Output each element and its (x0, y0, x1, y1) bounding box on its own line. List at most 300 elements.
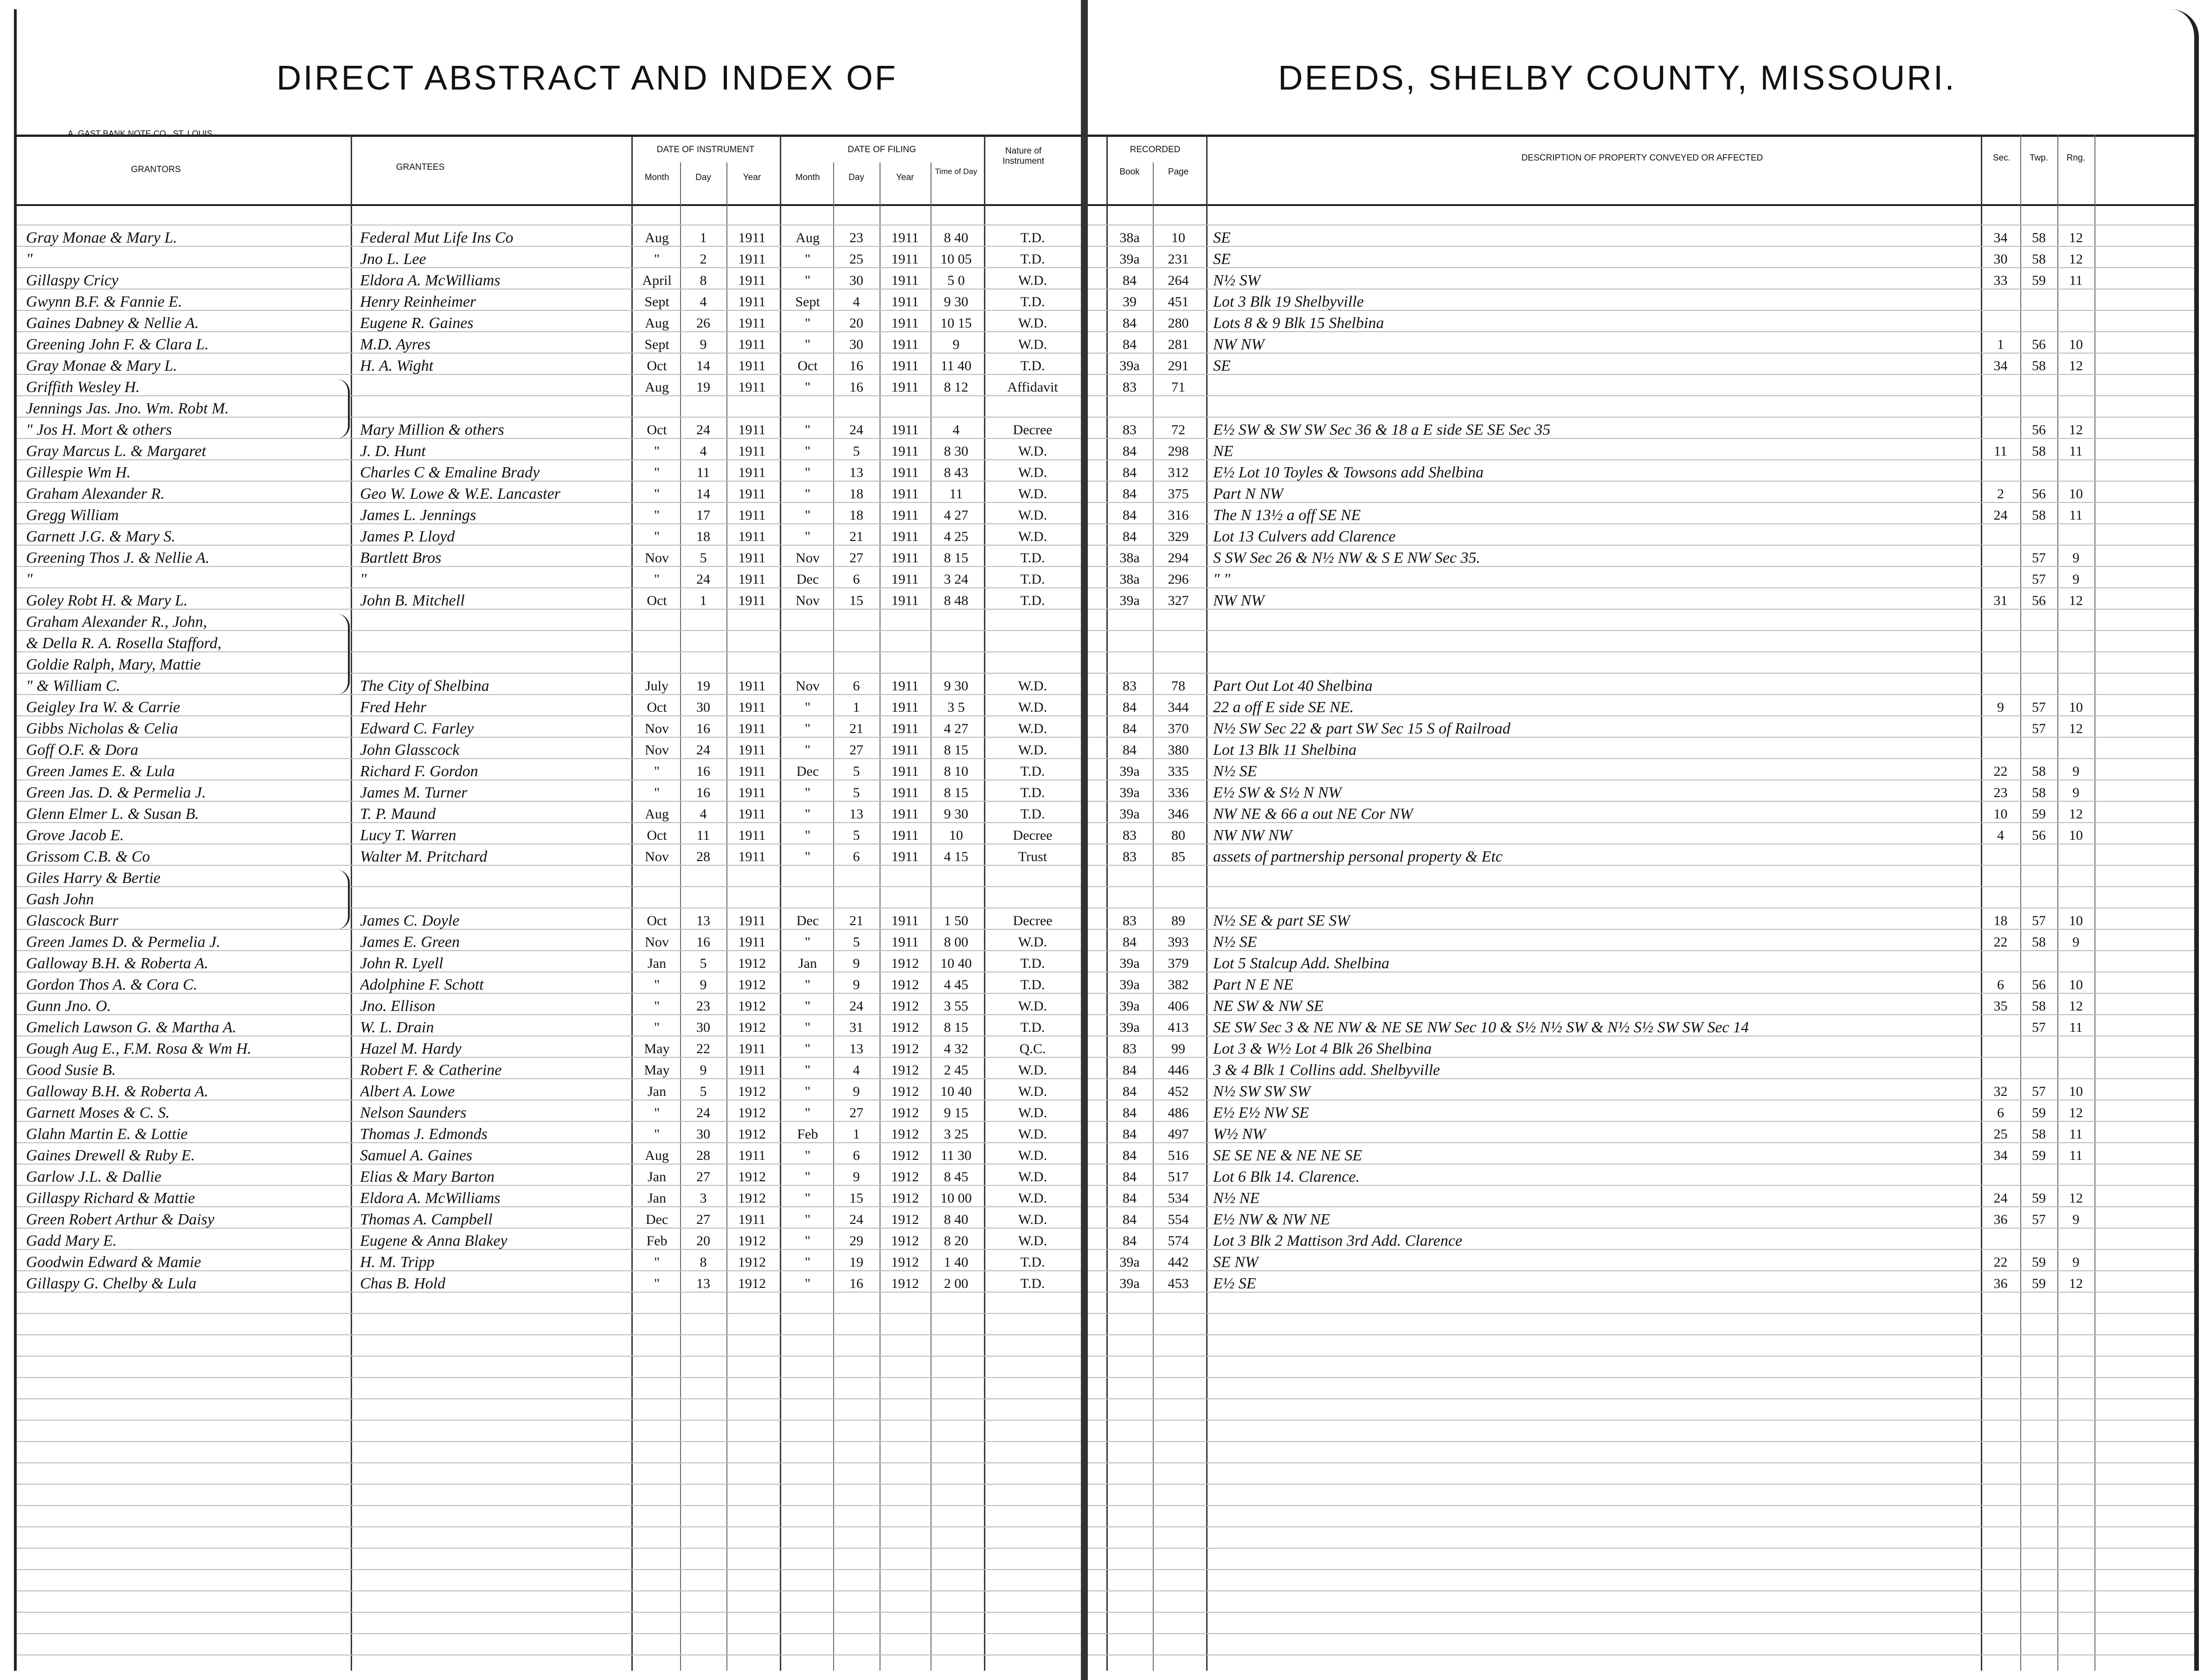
cell-fd: 6 (853, 572, 860, 587)
cell-iy: 1912 (738, 1233, 766, 1249)
cell-fd: 13 (849, 1041, 863, 1056)
table-row (1088, 334, 2194, 355)
cell-grantor: " Jos H. Mort & others (26, 421, 172, 438)
cell-rng (2057, 1060, 2094, 1081)
cell-id: 5 (700, 1084, 707, 1099)
table-row (17, 334, 1084, 355)
cell-id: 9 (700, 1062, 707, 1078)
cell-p: 231 (1168, 251, 1189, 267)
cell-p: 296 (1168, 572, 1189, 587)
cell-iy (726, 633, 777, 654)
cell-rng: 12 (2069, 1191, 2083, 1206)
cell-sec (1981, 377, 2020, 398)
cell-twp (2020, 654, 2057, 676)
cell-b (1106, 611, 1153, 633)
cell-b: 39a (1119, 764, 1140, 779)
table-row (1088, 996, 2194, 1017)
cell-b: 39a (1119, 1276, 1140, 1291)
cell-sec: 1 (1997, 337, 2004, 352)
cell-fm: " (804, 998, 811, 1014)
cell-id: 16 (696, 721, 710, 736)
cell-fy (880, 633, 931, 654)
cell-fy: 1912 (891, 1020, 919, 1035)
cell-grantee: Chas B. Hold (360, 1275, 446, 1292)
cell-grantee: Geo W. Lowe & W.E. Lancaster (360, 485, 560, 502)
cell-fd: 4 (853, 294, 860, 309)
cell-desc: NE (1213, 443, 1233, 460)
table-row (17, 1060, 1084, 1081)
cell-n: W.D. (1018, 1126, 1047, 1142)
table-row (1088, 526, 2194, 547)
col-rng: Rng. (2066, 153, 2086, 163)
cell-p (1153, 654, 1204, 676)
cell-grantee (360, 654, 629, 676)
cell-id (680, 868, 726, 889)
cell-desc (1213, 889, 1979, 910)
cell-id: 11 (696, 828, 710, 843)
cell-b: 39a (1119, 806, 1140, 822)
cell-fd: 5 (853, 444, 860, 459)
cell-twp (2020, 953, 2057, 974)
cell-fm: " (804, 977, 811, 992)
cell-twp: 56 (2032, 593, 2046, 608)
cell-iy: 1911 (738, 1041, 766, 1056)
cell-rng: 9 (2072, 572, 2080, 587)
table-row (1088, 1166, 2194, 1188)
cell-b: 39a (1119, 593, 1140, 608)
cell-fy: 1911 (891, 380, 919, 395)
cell-fm: " (804, 508, 811, 523)
cell-id: 30 (696, 700, 710, 715)
cell-fd: 25 (849, 251, 863, 267)
table-row (1088, 889, 2194, 910)
cell-iy: 1912 (738, 1169, 766, 1184)
cell-id: 24 (696, 742, 710, 758)
cell-grantor: Galloway B.H. & Roberta A. (26, 1083, 209, 1100)
cell-fd (833, 868, 880, 889)
cell-fd: 16 (849, 380, 863, 395)
cell-t: 10 00 (940, 1191, 972, 1206)
cell-fy (880, 889, 931, 910)
col-recorded: RECORDED (1130, 145, 1181, 154)
table-row (17, 547, 1084, 569)
cell-iy: 1911 (738, 315, 766, 331)
cell-t: 8 15 (944, 742, 969, 758)
cell-b (1106, 633, 1153, 654)
cell-t: 10 40 (940, 956, 972, 971)
cell-id (680, 633, 726, 654)
cell-fm: " (804, 444, 811, 459)
cell-iy: 1911 (738, 273, 766, 288)
cell-fd: 24 (849, 422, 863, 438)
cell-t: 11 (949, 486, 963, 502)
cell-id (680, 398, 726, 419)
cell-fy: 1912 (891, 1212, 919, 1227)
cell-grantee: " (360, 571, 367, 588)
cell-p: 264 (1168, 273, 1189, 288)
cell-t: 8 15 (944, 1020, 969, 1035)
cell-im: Jan (648, 1191, 666, 1206)
cell-grantee: Eugene R. Gaines (360, 315, 474, 332)
cell-id: 19 (696, 380, 710, 395)
cell-grantee (360, 868, 629, 889)
cell-sec: 22 (1993, 934, 2008, 950)
cell-sec (1981, 676, 2020, 697)
table-row (1088, 377, 2194, 398)
cell-fy: 1912 (891, 1126, 919, 1142)
cell-b (1106, 398, 1153, 419)
cell-im: " (654, 998, 660, 1014)
cell-p: 71 (1171, 380, 1185, 395)
table-row (17, 377, 1084, 398)
cell-twp: 56 (2032, 828, 2046, 843)
cell-twp: 57 (2032, 1212, 2046, 1227)
cell-fm: " (804, 1020, 811, 1035)
cell-grantor: Gaines Dabney & Nellie A. (26, 315, 199, 332)
table-row (1088, 547, 2194, 569)
cell-desc (1213, 868, 1979, 889)
cell-b: 39a (1119, 956, 1140, 971)
cell-t: 8 30 (944, 444, 969, 459)
cell-twp (2020, 676, 2057, 697)
cell-id: 24 (696, 422, 710, 438)
table-row (1088, 718, 2194, 740)
cell-fm: " (804, 849, 811, 864)
cell-grantor: Gray Monae & Mary L. (26, 229, 177, 246)
cell-fd: 9 (853, 956, 860, 971)
cell-rng: 12 (2069, 251, 2083, 267)
cell-id: 17 (696, 508, 710, 523)
cell-sec: 33 (1993, 273, 2008, 288)
cell-fm: " (804, 700, 811, 715)
cell-rng (2057, 868, 2094, 889)
cell-t (931, 633, 982, 654)
cell-t: 4 27 (944, 508, 969, 523)
table-row (17, 846, 1084, 868)
cell-desc (1213, 654, 1979, 676)
cell-rng: 9 (2072, 785, 2080, 800)
cell-b: 39 (1123, 294, 1137, 309)
cell-p (1153, 611, 1204, 633)
cell-sec: 6 (1997, 1105, 2004, 1120)
cell-grantee: Adolphine F. Schott (360, 976, 484, 993)
cell-n: T.D. (1020, 251, 1045, 267)
cell-fm: " (804, 1191, 811, 1206)
cell-fd: 30 (849, 273, 863, 288)
cell-b: 39a (1119, 977, 1140, 992)
cell-b: 84 (1123, 742, 1137, 758)
cell-t: 2 00 (944, 1276, 969, 1291)
cell-desc: SE SE NE & NE NE SE (1213, 1147, 1362, 1164)
table-row (1088, 611, 2194, 633)
cell-grantor: Greening John F. & Clara L. (26, 336, 209, 353)
cell-im: Aug (645, 230, 669, 245)
cell-fd: 15 (849, 593, 863, 608)
cell-fd (833, 398, 880, 419)
cell-im: Jan (648, 1169, 666, 1184)
cell-rng (2057, 377, 2094, 398)
cell-fy (880, 868, 931, 889)
cell-rng: 11 (2069, 508, 2083, 523)
cell-iy (726, 611, 777, 633)
cell-rng: 11 (2069, 1020, 2083, 1035)
cell-p: 516 (1168, 1148, 1189, 1163)
cell-sec: 31 (1993, 593, 2008, 608)
col-filing-year: Year (896, 173, 914, 182)
col-inst-month: Month (644, 173, 669, 182)
cell-rng: 10 (2069, 828, 2083, 843)
cell-n: W.D. (1018, 465, 1047, 480)
cell-iy (726, 889, 777, 910)
cell-fy: 1912 (891, 1191, 919, 1206)
cell-desc: Lot 3 Blk 19 Shelbyville (1213, 293, 1364, 310)
cell-n: Decree (1013, 828, 1053, 843)
cell-fm: " (804, 721, 811, 736)
cell-sec (1981, 611, 2020, 633)
cell-fy: 1912 (891, 1041, 919, 1056)
cell-grantee: Bartlett Bros (360, 549, 442, 566)
cell-twp: 59 (2032, 1276, 2046, 1291)
cell-b: 83 (1123, 380, 1137, 395)
cell-iy: 1911 (738, 721, 766, 736)
cell-b: 38a (1119, 572, 1140, 587)
cell-grantee: John R. Lyell (360, 955, 443, 972)
cell-fd: 21 (849, 529, 863, 544)
cell-n (986, 654, 1079, 676)
cell-id: 1 (700, 593, 707, 608)
cell-grantor: Glenn Elmer L. & Susan B. (26, 805, 199, 823)
cell-b: 84 (1123, 508, 1137, 523)
cell-grantee: Eldora A. McWilliams (360, 272, 501, 289)
cell-iy: 1911 (738, 1148, 766, 1163)
cell-twp (2020, 868, 2057, 889)
table-row (17, 1209, 1084, 1230)
cell-fm: " (804, 422, 811, 438)
header-rule (17, 135, 1084, 137)
cell-fd (833, 633, 880, 654)
cell-id: 27 (696, 1169, 710, 1184)
cell-grantee: Federal Mut Life Ins Co (360, 229, 514, 246)
cell-fd (833, 654, 880, 676)
cell-b: 84 (1123, 934, 1137, 950)
cell-grantor: Gillaspy G. Chelby & Lula (26, 1275, 197, 1292)
cell-id: 13 (696, 1276, 710, 1291)
cell-im: " (654, 1105, 660, 1120)
cell-n: T.D. (1020, 977, 1045, 992)
table-row (17, 804, 1084, 825)
cell-id: 14 (696, 358, 710, 373)
cell-twp: 58 (2032, 934, 2046, 950)
cell-fd: 9 (853, 1169, 860, 1184)
cell-fm: Aug (796, 230, 820, 245)
cell-grantor: Good Susie B. (26, 1062, 116, 1079)
table-row (1088, 932, 2194, 953)
cell-b: 84 (1123, 1169, 1137, 1184)
cell-twp: 58 (2032, 230, 2046, 245)
cell-b: 84 (1123, 1062, 1137, 1078)
cell-t (931, 654, 982, 676)
cell-grantee: James L. Jennings (360, 507, 476, 524)
table-row (1088, 462, 2194, 483)
cell-iy: 1911 (738, 700, 766, 715)
cell-t: 8 43 (944, 465, 969, 480)
cell-p: 517 (1168, 1169, 1189, 1184)
cell-p: 446 (1168, 1062, 1189, 1078)
table-row (1088, 974, 2194, 996)
cell-fm: Oct (797, 358, 818, 373)
cell-grantee: Eldora A. McWilliams (360, 1190, 501, 1207)
cell-rng: 9 (2072, 1212, 2080, 1227)
cell-t: 10 (949, 828, 963, 843)
cell-iy: 1911 (738, 913, 766, 928)
cell-iy: 1911 (738, 230, 766, 245)
cell-twp: 57 (2032, 721, 2046, 736)
cell-id: 5 (700, 956, 707, 971)
cell-id: 8 (700, 1255, 707, 1270)
cell-twp (2020, 526, 2057, 547)
cell-grantee: Hazel M. Hardy (360, 1040, 462, 1057)
cell-desc: Lot 5 Stalcup Add. Shelbina (1213, 955, 1389, 972)
cell-n: W.D. (1018, 1148, 1047, 1163)
cell-im (634, 654, 680, 676)
cell-twp: 57 (2032, 550, 2046, 566)
cell-iy: 1911 (738, 572, 766, 587)
cell-im: April (642, 273, 672, 288)
cell-fd: 13 (849, 806, 863, 822)
cell-t: 8 10 (944, 764, 969, 779)
cell-fy: 1911 (891, 785, 919, 800)
cell-fm: " (804, 1148, 811, 1163)
cell-grantee: Elias & Mary Barton (360, 1168, 495, 1185)
cell-p: 406 (1168, 998, 1189, 1014)
cell-b: 83 (1123, 678, 1137, 694)
cell-p: 344 (1168, 700, 1189, 715)
cell-iy: 1911 (738, 444, 766, 459)
cell-fm: " (804, 1041, 811, 1056)
cell-id: 13 (696, 913, 710, 928)
cell-grantee (360, 633, 629, 654)
cell-twp: 58 (2032, 358, 2046, 373)
cell-im: " (654, 977, 660, 992)
cell-desc: NW NE & 66 a out NE Cor NW (1213, 805, 1413, 823)
cell-rng (2057, 676, 2094, 697)
cell-id: 11 (696, 465, 710, 480)
cell-iy: 1911 (738, 764, 766, 779)
cell-fm: Dec (796, 913, 819, 928)
table-row (1088, 1145, 2194, 1166)
cell-twp (2020, 740, 2057, 761)
cell-fm: " (804, 1276, 811, 1291)
cell-b: 84 (1123, 700, 1137, 715)
cell-fy: 1911 (891, 934, 919, 950)
cell-im: " (654, 1255, 660, 1270)
cell-rng (2057, 526, 2094, 547)
cell-t: 8 48 (944, 593, 969, 608)
cell-fm (782, 611, 833, 633)
cell-fm: Nov (796, 678, 820, 694)
cell-iy: 1911 (738, 550, 766, 566)
cell-n: W.D. (1018, 273, 1047, 288)
cell-rng: 9 (2072, 764, 2080, 779)
cell-grantee (360, 889, 629, 910)
table-row (17, 1166, 1084, 1188)
cell-iy (726, 868, 777, 889)
cell-id: 3 (700, 1191, 707, 1206)
cell-rng (2057, 611, 2094, 633)
cell-rng (2057, 1166, 2094, 1188)
table-row (1088, 483, 2194, 505)
table-row (17, 291, 1084, 313)
cell-grantee: James M. Turner (360, 784, 468, 801)
cell-b: 83 (1123, 849, 1137, 864)
cell-t (931, 398, 982, 419)
table-row (17, 505, 1084, 526)
cell-desc: N½ SE (1213, 763, 1257, 780)
cell-t: 10 05 (940, 251, 972, 267)
col-time-of-day: Time of Day (935, 167, 977, 176)
cell-p: 80 (1171, 828, 1185, 843)
cell-fd: 19 (849, 1255, 863, 1270)
cell-n (986, 611, 1079, 633)
cell-grantor: Goley Robt H. & Mary L. (26, 592, 188, 609)
cell-n: T.D. (1020, 358, 1045, 373)
cell-n: Q.C. (1019, 1041, 1046, 1056)
right-ledger-page (1088, 9, 2199, 1671)
cell-desc (1213, 377, 1979, 398)
cell-sec (1981, 462, 2020, 483)
cell-grantor: Gray Monae & Mary L. (26, 357, 177, 374)
cell-fm: " (804, 380, 811, 395)
cell-fd: 24 (849, 998, 863, 1014)
cell-grantee: Walter M. Pritchard (360, 848, 488, 865)
cell-grantor: Gordon Thos A. & Cora C. (26, 976, 198, 993)
cell-twp: 59 (2032, 1255, 2046, 1270)
col-filing-month: Month (795, 173, 820, 182)
cell-desc: SE NW (1213, 1254, 1259, 1271)
cell-desc: assets of partnership personal property & Etc (1213, 848, 1503, 865)
cell-twp: 59 (2032, 1148, 2046, 1163)
cell-sec (1981, 718, 2020, 740)
cell-grantor: Grove Jacob E. (26, 827, 124, 844)
cell-desc: E½ E½ NW SE (1213, 1104, 1309, 1121)
cell-desc: N½ SW (1213, 272, 1260, 289)
cell-grantee: John B. Mitchell (360, 592, 465, 609)
table-row (17, 633, 1084, 654)
cell-sec: 34 (1993, 230, 2008, 245)
table-row (17, 1038, 1084, 1060)
cell-rng (2057, 953, 2094, 974)
cell-desc: W½ NW (1213, 1126, 1266, 1143)
cell-fd: 31 (849, 1020, 863, 1035)
cell-grantor: Grissom C.B. & Co (26, 848, 150, 865)
cell-p: 452 (1168, 1084, 1189, 1099)
cell-grantor: Gillaspy Cricy (26, 272, 119, 289)
cell-t: 8 20 (944, 1233, 969, 1249)
cell-fd: 27 (849, 742, 863, 758)
cell-sec: 34 (1993, 358, 2008, 373)
cell-grantee: James E. Green (360, 933, 460, 951)
cell-fd: 18 (849, 486, 863, 502)
cell-iy: 1912 (738, 998, 766, 1014)
cell-grantor: " & William C. (26, 677, 121, 695)
cell-b: 83 (1123, 913, 1137, 928)
cell-fd: 5 (853, 828, 860, 843)
cell-fm: " (804, 529, 811, 544)
cell-twp: 57 (2032, 913, 2046, 928)
cell-im: Nov (645, 849, 669, 864)
cell-fd: 15 (849, 1191, 863, 1206)
cell-im: Aug (645, 806, 669, 822)
